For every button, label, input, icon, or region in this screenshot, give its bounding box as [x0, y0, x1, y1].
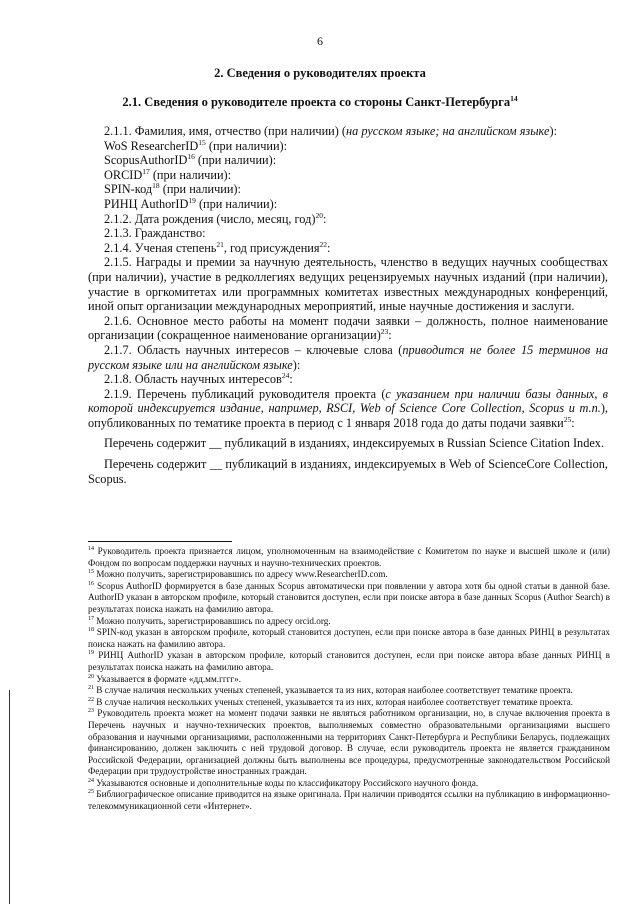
item-publications: 2.1.9. Перечень публикаций руководителя проекта (с указанием при наличии базы данных, в которой индексируется издание, например, RSCI, Web of Science Core Collection, Scopus и т.п.), опубликованных по тематике проекта в период с 1 января 2018 года до даты подачи заявки$^{25}$: — [88, 386, 609, 430]
footnote: $^{23}$ Руководитель проекта может на момент подачи заявки не являться работником организации, но, в случае включения проекта в Перечень научных и научно-технических проектов, выполняемых совместно образовательными организациями высшего образования и научными организациями, расположенными на территориях Санкт-Петербурга и Республики Беларусь, подлежащих финансированию, должен заключить с ней трудовой договор. В случае, если руководитель проекта не является гражданином Российской Федерации, организацией должны быть выполнены все процедуры, предусмотренные законодательством Российской Федерации при трудоустройстве иностранных граждан. — [88, 708, 610, 777]
item-citizenship: 2.1.3. Гражданство: — [104, 226, 206, 241]
item-scopus: ScopusAuthorID$^{16}$ (при наличии): — [104, 152, 277, 168]
item-dob: 2.1.2. Дата рождения (число, месяц, год)$^{20}$: — [104, 210, 327, 226]
footnote: $^{20}$ Указывается в формате «дд.мм.гггг». — [88, 673, 242, 684]
footnote: $^{16}$ Scopus AuthorID формируется в базе данных Scopus автоматически при появлении у автора хотя бы одной статьи в данной базе. AuthorID указан в авторском профиле, который становится доступен, если при поиске автора в базе данных Scopus (Author Search) в результатах поиска нажать на фамилию автора. — [88, 580, 610, 614]
item-list-wos: Перечень содержит __ публикаций в изданиях, индексируемых в Web of ScienceCore Collection, Scopus. — [88, 457, 608, 486]
footnote: $^{17}$ Можно получить, зарегистрировавшись по адресу orcid.org. — [88, 615, 331, 626]
item-area: 2.1.8. Область научных интересов$^{24}$: — [104, 371, 293, 387]
item-awards: 2.1.5. Награды и премии за научную деятельность, членство в ведущих научных сообществах (при наличии), участие в редколлегиях ведущих рецензируемых научных изданий (при наличии), участие в оргкомитетах или программных комитетах известных международных конференций, иной опыт организации международных мероприятий, иные научные достижения и заслуги. — [88, 255, 608, 314]
footnote: $^{25}$ Библиографическое описание приводится на языке оригинала. При наличии приводятся ссылки на публикацию в информационно-телекоммуникационной сети «Интернет». — [88, 789, 610, 812]
item-degree: 2.1.4. Ученая степень$^{21}$, год присуждения$^{22}$: — [104, 239, 331, 255]
footnote: $^{21}$ В случае наличия нескольких ученых степеней, указывается та из них, которая наиболее соответствует тематике проекта. — [88, 685, 573, 696]
page-number: 6 — [317, 34, 323, 48]
form-body — [88, 124, 608, 486]
item-interests: 2.1.7. Область научных интересов – ключевые слова (приводится не более 15 терминов на русском языке или на английском языке): — [88, 342, 608, 372]
subsection-title: 2.1. Сведения о руководителе проекта со стороны Санкт-Петербурга$^{14}$ — [122, 93, 518, 109]
item-list-rsci: Перечень содержит __ публикаций в изданиях, индексируемых в Russian Science Citation Index. — [104, 436, 605, 451]
item-workplace: 2.1.6. Основное место работы на момент подачи заявки – должность, полное наименование организации (сокращенное наименование организации)$^{23}$: — [88, 313, 608, 343]
scan-edge-line — [9, 690, 10, 904]
item-rinc: РИНЦ AuthorID$^{19}$ (при наличии): — [104, 195, 278, 211]
footnote: $^{24}$ Указываются основные и дополнительные коды по классификатору Российского научного фонда. — [88, 777, 479, 788]
footnote: $^{22}$ В случае наличия нескольких ученых степеней, указывается та из них, которая наиболее соответствует тематике проекта. — [88, 696, 573, 707]
footnotes — [88, 546, 610, 813]
footnote-divider — [88, 541, 232, 542]
footnote: $^{18}$ SPIN-код указан в авторском профиле, который становится доступен, если при поиске автора в базе данных РИНЦ в результатах поиска нажать на фамилию автора. — [88, 627, 610, 649]
footnote: $^{14}$ Руководитель проекта признается лицом, уполномоченным на взаимодействие с Комитетом по науке и высшей школе и (или) Фондом по вопросам поддержки научных и научно-технических проектов. — [88, 545, 610, 568]
footnote: $^{19}$ РИНЦ AuthorID указан в авторском профиле, который становится доступен, если при поиске автора вбазе данных РИНЦ в результатах поиска нажать на фамилию автора. — [88, 650, 610, 672]
section-title: 2. Сведения о руководителях проекта — [214, 66, 426, 80]
item-fio: 2.1.1. Фамилия, имя, отчество (при наличии) (на русском языке; на английском языке): — [104, 124, 557, 138]
item-spin: SPIN-код$^{18}$ (при наличии): — [104, 181, 241, 197]
footnote: $^{15}$ Можно получить, зарегистрировавшись по адресу www.ResearcherID.com. — [88, 569, 388, 580]
item-orcid: ORCID$^{17}$ (при наличии): — [104, 166, 232, 182]
item-wos: WoS ResearcherID$^{15}$ (при наличии): — [104, 137, 288, 153]
